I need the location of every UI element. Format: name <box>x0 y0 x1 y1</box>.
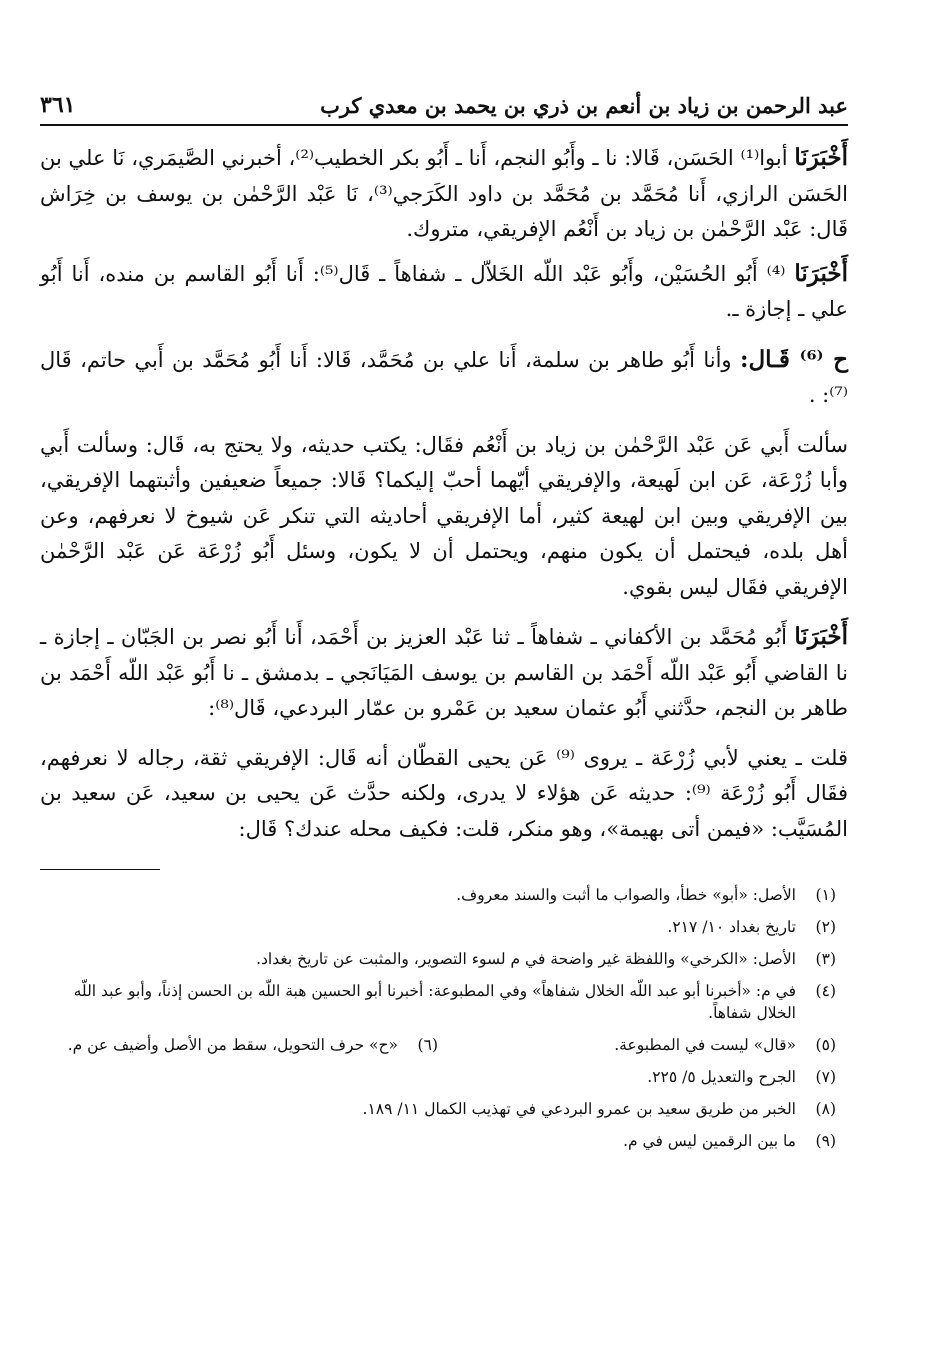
footnote-number: (٥) <box>815 1036 836 1054</box>
footnote-number: (٤) <box>815 982 836 1000</box>
paragraph-text: وأنا أَبُو طاهر بن سلمة، أَنا علي بن مُحَمَّد، قَالا: أَنا أَبُو مُحَمَّد بن أَبي حاتم، قَال ⁽⁷⁾: . <box>40 347 848 407</box>
footnote-number: (٨) <box>815 1100 836 1118</box>
footnote-number: (٢) <box>815 918 836 936</box>
paragraph <box>40 140 848 248</box>
paragraph-text: أَبُو مُحَمَّد بن الأكفاني ـ شفاهاً ـ ثنا عَبْد العزيز بن أَحْمَد، أَنا أَبُو نصر بن الجَبّان ـ إجازة ـ نا القاضي أَبُو عَبْد اللّه أَحْمَد بن القاسم بن يوسف المَيَانَجي ـ بدمشق ـ نا أَبُو عَبْد اللّه أَحْمَد بن طاهر بن النجم، حدَّثني أَبُو عثمان سعيد بن عَمْرو بن عمّار البردعي، قَال⁽⁸⁾: <box>40 625 848 720</box>
main-text <box>40 140 848 847</box>
footnotes <box>40 884 848 1152</box>
paragraph-text: أبوا⁽¹⁾ الحَسَن، قَالا: نا ـ وأَبُو النجم، أَنا ـ أَبُو بكر الخطيب⁽²⁾، أخبرني الصَّيمَري، نَا علي بن الحَسَن الرازي، أَنا مُحَمَّد بن مُحَمَّد بن داود الكَرَجي⁽³⁾، نَا عَبْد الرَّحْمٰن بن يوسف بن خِرَاش قَال: عَبْد الرَّحْمٰن بن زياد بن أَنْعُم الإفريقي، متروك. <box>40 146 848 241</box>
footnote-pair <box>40 1034 836 1056</box>
paragraph-lead: أَخْبَرَنَا <box>794 623 848 650</box>
footnote <box>40 1130 836 1152</box>
paragraph <box>40 342 848 414</box>
paragraph-lead: ح ⁽⁶⁾ قَـال: <box>739 345 848 373</box>
footnote <box>40 916 836 938</box>
footnote-text: الأصل: «أبو» خطأ، والصواب ما أثبت والسند معروف. <box>456 886 796 904</box>
paragraph-text: قلت ـ يعني لأبي زُرْعَة ـ يروى ⁽⁹⁾ عَن يحيى القطّان أنه قَال: الإفريقي ثقة، رجاله لا نعرفهم، فقَال أَبُو زُرْعَة ⁽⁹⁾: حديثه عَن هؤلاء لا يدرى، ولكنه حدَّث عَن يحيى بن سعيد، عَن سعيد بن المُسَيَّب: «فيمن أتى بهيمة»، وهو منكر، قلت: فكيف محله عندك؟ قَال: <box>40 745 848 841</box>
footnote <box>40 980 836 1024</box>
paragraph-text: ⁽⁴⁾ أَبُو الحُسَيْن، وأَبُو عَبْد اللّه الخَلاّل ـ شفاهاً ـ قَال⁽⁵⁾: أَنا أَبُو القاسم بن منده، أَنا أَبُو علي ـ إجازة ـ. <box>40 261 848 321</box>
footnote-text: «ح» حرف التحويل، سقط من الأصل وأضيف عن م. <box>67 1036 398 1054</box>
page-number: ٣٦١ <box>40 92 76 118</box>
running-title: عبد الرحمن بن زياد بن أنعم بن ذري بن يحمد بن معدي كرب <box>320 93 848 118</box>
footnote-divider <box>40 869 160 870</box>
paragraph <box>40 741 848 848</box>
page-header <box>40 92 848 126</box>
footnote <box>438 1034 836 1056</box>
footnote <box>40 884 836 906</box>
footnote-number: (١) <box>815 886 836 904</box>
paragraph-lead: أَخْبَرَنَا <box>794 259 848 287</box>
footnote-text: الخبر من طريق سعيد بن عمرو البردعي في تهذيب الكمال ١١/ ١٨٩. <box>362 1100 796 1118</box>
footnote-number: (٩) <box>815 1132 836 1150</box>
footnote-number: (٣) <box>815 950 836 968</box>
footnote-number: (٧) <box>815 1068 836 1086</box>
footnote-text: في م: «أخبرنا أبو عبد اللّه الخلال شفاهاً» وفي المطبوعة: أخبرنا أبو الحسين هبة اللّه بن الحسن إذناً، وأبو عبد اللّه الخلال شفاهاً. <box>73 982 796 1022</box>
footnote <box>40 1034 438 1056</box>
footnote-text: الجرح والتعديل ٥/ ٢٢٥. <box>647 1068 796 1086</box>
paragraph <box>40 256 848 328</box>
paragraph <box>40 428 848 606</box>
paragraph <box>40 619 848 727</box>
footnote <box>40 1066 836 1088</box>
paragraph-lead: أَخْبَرَنَا <box>794 144 848 171</box>
footnote <box>40 948 836 970</box>
footnote-text: الأصل: «الكرخي» واللفظة غير واضحة في م لسوء التصوير، والمثبت عن تاريخ بغداد. <box>256 950 796 968</box>
paragraph-text: سألت أَبي عَن عَبْد الرَّحْمٰن بن زياد بن أَنْعُم فقَال: يكتب حديثه، ولا يحتج به، قَال: وسألت أَبي وأبا زُرْعَة، عَن ابن لَهيعة، والإفريقي أيّهما أحبّ إليكما؟ قَالا: جميعاً ضعيفين وأثبتهما الإفريقي، بين الإفريقي وبين ابن لهيعة كثير، أما الإفريقي أحاديثه التي تنكر عَن شيوخ لا نعرفهم، وعن أهل بلده، فيحتمل أن يكون منهم، ويحتمل أن لا يكون، وسئل أَبُو زُرْعَة عَن عَبْد الرَّحْمٰن الإفريقي فقَال ليس بقوي. <box>40 432 848 599</box>
footnote-text: تاريخ بغداد ١٠/ ٢١٧. <box>667 918 796 936</box>
footnote-text: ما بين الرقمين ليس في م. <box>623 1132 796 1150</box>
footnote-text: «قال» ليست في المطبوعة. <box>614 1036 796 1054</box>
footnote-number: (٦) <box>417 1036 438 1054</box>
footnote <box>40 1098 836 1120</box>
